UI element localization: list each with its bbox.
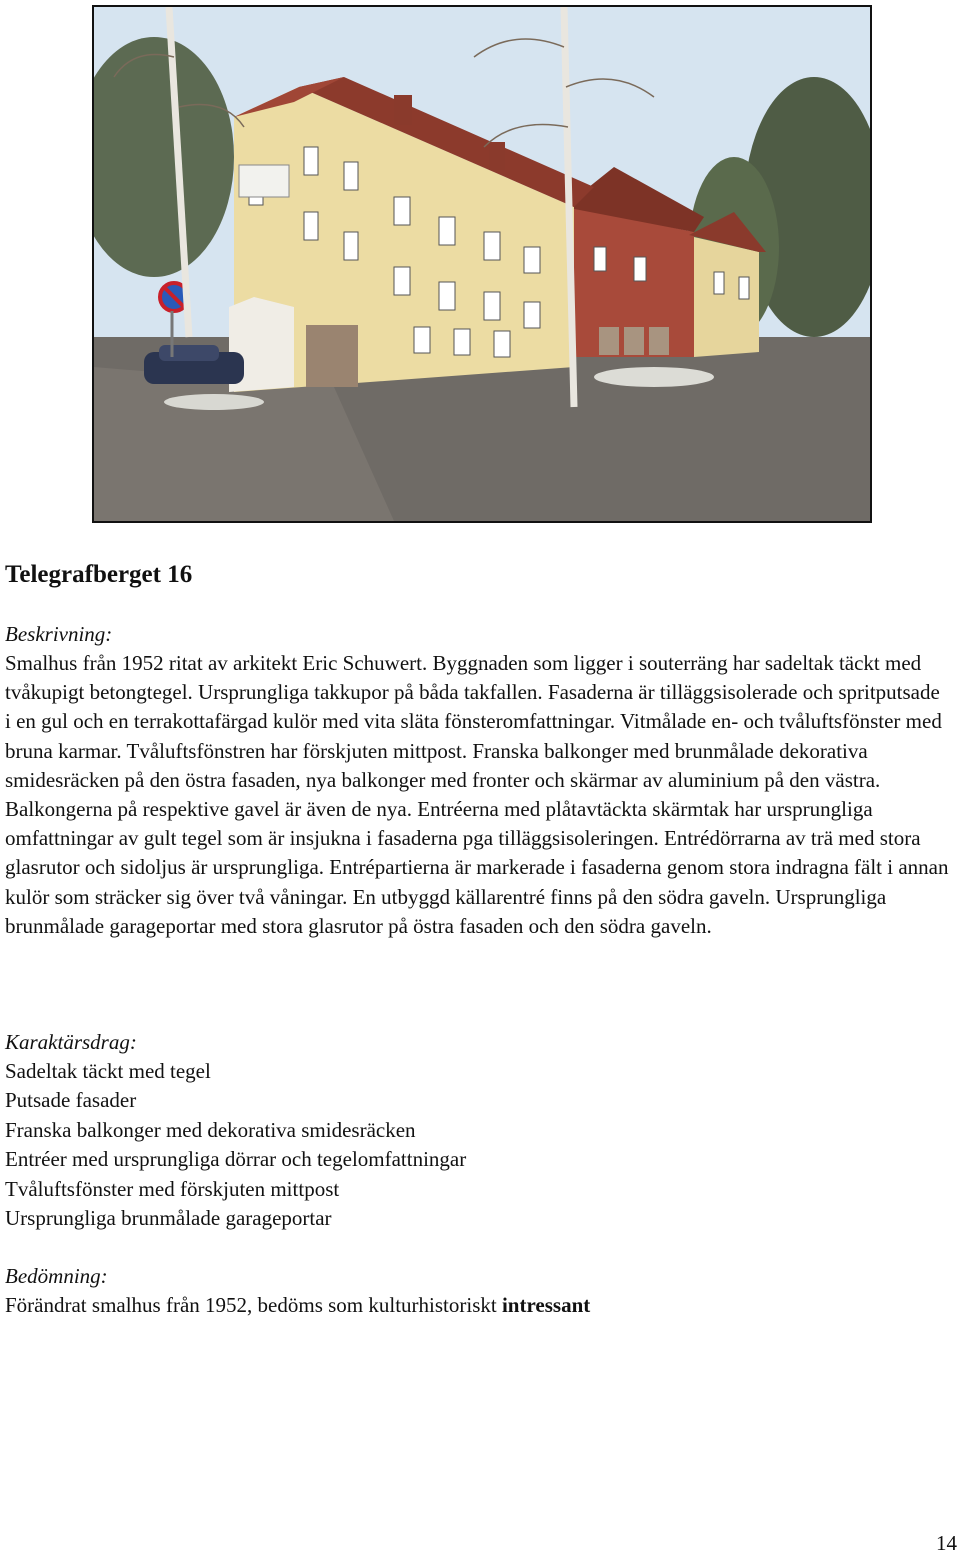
feature-item: Sadeltak täckt med tegel	[5, 1059, 211, 1083]
description-label: Beskrivning:	[5, 622, 113, 646]
building-photo	[92, 5, 872, 523]
assessment-body: Förändrat smalhus från 1952, bedöms som kulturhistoriskt	[5, 1293, 497, 1317]
assessment-section	[5, 1262, 950, 1320]
feature-item: Putsade fasader	[5, 1088, 137, 1113]
page-number: 14	[936, 1531, 957, 1555]
description-section	[5, 620, 950, 941]
assessment-text	[5, 1291, 950, 1320]
assessment-label: Bedömning:	[5, 1264, 108, 1288]
feature-item: Franska balkonger med dekorativa smidesräcken	[5, 1117, 416, 1142]
feature-item: Entréer med ursprungliga dörrar och tegelomfattningar	[5, 1147, 467, 1172]
building-photo-icon	[94, 7, 870, 521]
description-text: Smalhus från 1952 ritat av arkitekt Eric Schuwert. Byggnaden som ligger i souterräng har sadeltak täckt med tvåkupigt betongtegel. Ursprungliga takkupor på båda takfallen. Fasaderna är tilläggsisolerade och spritputsade i en gul och en terrakottafärgad kulör med vita släta fönsteromfattningar. Vitmålade en- och tvåluftsfönster med bruna karmar. Tvåluftsfönstren har förskjuten mittpost. Franska balkonger med brunmålade dekorativa smidesräcken på den östra fasaden, nya balkonger med fronter och skärmar av aluminium på den västra. Balkongerna på respektive gavel är även de nya. Entréerna med plåtavtäckta skärmtak har ursprungliga omfattningar av gult tegel som är insjukna i fasaderna pga tilläggsisoleringen. Entrédörrarna av trä med stora glasrutor och sidoljus är ursprungliga. Entrépartierna är markerade i fasaderna genom stora indragna fält i annan kulör som sträcker sig över två våningar. En utbyggd källarentré finns på den södra gaveln. Ursprungliga brunmålade garageportar med stora glasrutor på östra fasaden och den södra gaveln.	[5, 651, 949, 938]
feature-item: Tvåluftsfönster med förskjuten mittpost	[5, 1176, 340, 1201]
page-title: Telegrafberget 16	[5, 561, 193, 588]
assessment-emphasis: intressant	[501, 1293, 591, 1317]
features-label: Karaktärsdrag:	[5, 1030, 137, 1054]
feature-item: Ursprungliga brunmålade garageportar	[5, 1206, 332, 1231]
features-section	[5, 1028, 950, 1233]
